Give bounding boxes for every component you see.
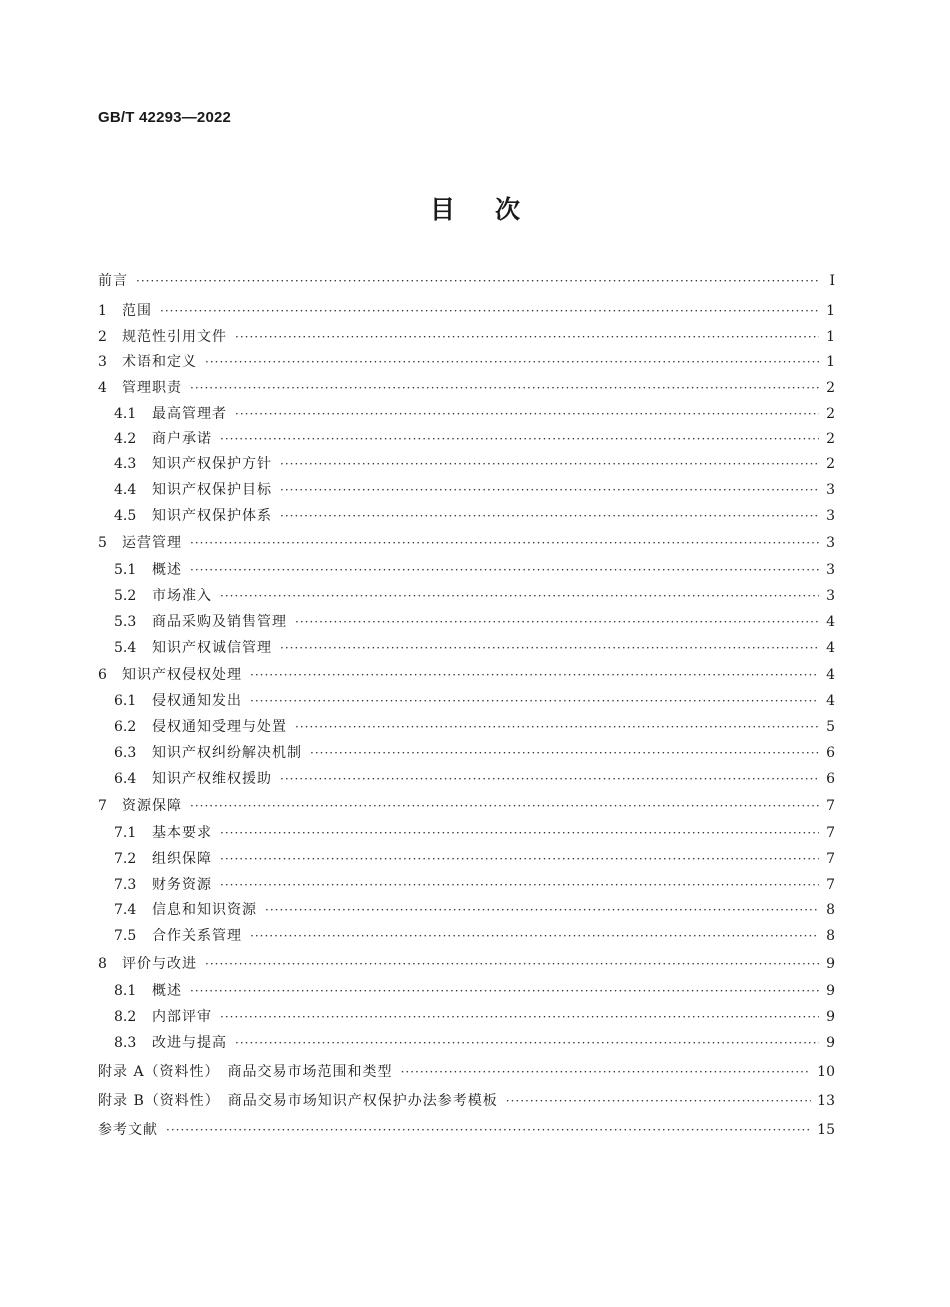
toc-entry-page: 9 (826, 956, 835, 972)
toc-entry-label: 知识产权保护目标 (152, 482, 272, 498)
toc-entry-page: 13 (817, 1093, 835, 1109)
toc-entry[interactable] (98, 982, 835, 1000)
toc-entry[interactable] (98, 1034, 835, 1052)
toc-dot-leader (280, 507, 819, 525)
toc-dot-leader (235, 1034, 819, 1052)
toc-entry-number: 4.1 (114, 406, 137, 422)
toc-entry-label: 最高管理者 (152, 406, 227, 422)
toc-entry-number: 6.3 (114, 745, 137, 761)
toc-entry[interactable] (98, 744, 835, 762)
toc-entry-number: 6.4 (114, 771, 137, 787)
toc-dot-leader (190, 561, 819, 579)
toc-entry-page: 9 (826, 983, 835, 999)
toc-dot-leader (160, 302, 819, 320)
toc-entry-page: 3 (826, 562, 835, 578)
toc-entry-page: 3 (826, 482, 835, 498)
toc-entry-page: 4 (826, 667, 835, 683)
toc-entry-page: 10 (817, 1064, 835, 1080)
toc-entry-number: 4.2 (114, 431, 137, 447)
toc-entry-label: 规范性引用文件 (122, 329, 227, 345)
toc-dot-leader (166, 1121, 811, 1139)
toc-entry-label: 合作关系管理 (152, 928, 242, 944)
toc-dot-leader (280, 770, 819, 788)
toc-entry-number: 5.1 (114, 562, 137, 578)
toc-entry-page: 4 (826, 693, 835, 709)
toc-entry-page: 5 (826, 719, 835, 735)
toc-entry[interactable] (98, 272, 835, 290)
toc-entry-page: I (829, 273, 835, 289)
toc-entry-label: 管理职责 (122, 380, 182, 396)
toc-entry-label: 知识产权保护方针 (152, 456, 272, 472)
toc-entry[interactable] (98, 302, 835, 320)
toc-entry[interactable] (98, 455, 835, 473)
toc-entry-label: 知识产权保护体系 (152, 508, 272, 524)
toc-dot-leader (295, 613, 819, 631)
toc-dot-leader (220, 824, 819, 842)
toc-entry-page: 3 (826, 508, 835, 524)
toc-entry[interactable] (98, 639, 835, 657)
toc-entry-label: 概述 (152, 983, 182, 999)
toc-entry-label: 概述 (152, 562, 182, 578)
toc-entry-number: 4 (98, 380, 107, 396)
toc-entry-label: 参考文献 (98, 1122, 158, 1138)
toc-dot-leader (220, 850, 819, 868)
page-title: 目次 (429, 195, 560, 224)
toc-entry-label: 知识产权纠纷解决机制 (152, 745, 302, 761)
toc-entry-label: 运营管理 (122, 535, 182, 551)
toc-entry-page: 2 (826, 380, 835, 396)
toc-entry-number: 4.3 (114, 456, 137, 472)
toc-entry-number: 7.5 (114, 928, 137, 944)
toc-entry-number: 8 (98, 956, 107, 972)
toc-entry[interactable] (98, 692, 835, 710)
toc-dot-leader (205, 353, 819, 371)
toc-entry-label: 知识产权诚信管理 (152, 640, 272, 656)
toc-entry[interactable] (98, 927, 835, 945)
toc-entry-number: 6 (98, 667, 107, 683)
toc-entry-page: 2 (826, 431, 835, 447)
toc-dot-leader (190, 797, 819, 815)
toc-entry-label: 知识产权侵权处理 (122, 667, 242, 683)
toc-dot-leader (220, 876, 819, 894)
toc-entry-number: 8.1 (114, 983, 137, 999)
toc-dot-leader (136, 272, 819, 290)
toc-entry-page: 3 (826, 535, 835, 551)
toc-entry-page: 3 (826, 588, 835, 604)
toc-entry-page: 7 (826, 825, 835, 841)
toc-entry-label: 基本要求 (152, 825, 212, 841)
toc-entry-number: 5.3 (114, 614, 137, 630)
toc-entry-page: 9 (826, 1009, 835, 1025)
toc-entry-page: 4 (826, 614, 835, 630)
toc-entry-number: 6.2 (114, 719, 137, 735)
toc-entry-label: 资源保障 (122, 798, 182, 814)
toc-dot-leader (220, 587, 819, 605)
toc-dot-leader (280, 481, 819, 499)
toc-entry[interactable] (98, 770, 835, 788)
toc-entry[interactable] (98, 850, 835, 868)
standard-code: GB/T 42293—2022 (98, 109, 232, 126)
toc-entry[interactable] (98, 718, 835, 736)
toc-entry[interactable] (98, 1092, 835, 1110)
toc-entry-number: 5.4 (114, 640, 137, 656)
toc-entry-label: 术语和定义 (122, 354, 197, 370)
toc-entry-label: 前言 (98, 273, 128, 289)
toc-entry-number: 5 (98, 535, 107, 551)
toc-dot-leader (250, 692, 819, 710)
toc-entry-number: 7.4 (114, 902, 137, 918)
toc-dot-leader (190, 379, 819, 397)
toc-entry-number: 7.3 (114, 877, 137, 893)
toc-entry[interactable] (98, 328, 835, 346)
toc-entry-number: 2 (98, 329, 107, 345)
toc-entry-label: 财务资源 (152, 877, 212, 893)
toc-entry[interactable] (98, 1121, 835, 1139)
toc-entry-page: 1 (826, 329, 835, 345)
toc-entry[interactable] (98, 353, 835, 371)
toc-entry[interactable] (98, 430, 835, 448)
toc-entry-label: 市场准入 (152, 588, 212, 604)
toc-entry[interactable] (98, 587, 835, 605)
toc-entry-label: 商品采购及销售管理 (152, 614, 287, 630)
toc-dot-leader (280, 639, 819, 657)
toc-entry[interactable] (98, 955, 835, 973)
toc-dot-leader (401, 1063, 812, 1081)
toc-entry-label: 组织保障 (152, 851, 212, 867)
toc-entry-label: 改进与提高 (152, 1035, 227, 1051)
toc-entry[interactable] (98, 481, 835, 499)
toc-entry-label: 商户承诺 (152, 431, 212, 447)
toc-entry[interactable] (98, 534, 835, 552)
toc-entry-label: 侵权通知发出 (152, 693, 242, 709)
toc-entry[interactable] (98, 1008, 835, 1026)
toc-entry-label: 侵权通知受理与处置 (152, 719, 287, 735)
toc-entry[interactable] (98, 613, 835, 631)
toc-entry-label: 附录 B（资料性） 商品交易市场知识产权保护办法参考模板 (98, 1093, 498, 1109)
toc-entry-page: 2 (826, 456, 835, 472)
toc-dot-leader (310, 744, 819, 762)
toc-entry-label: 评价与改进 (122, 956, 197, 972)
toc-entry-number: 4.5 (114, 508, 137, 524)
toc-entry[interactable] (98, 824, 835, 842)
toc-entry-page: 6 (826, 771, 835, 787)
toc-entry-number: 3 (98, 354, 107, 370)
toc-entry-page: 6 (826, 745, 835, 761)
toc-entry[interactable] (98, 561, 835, 579)
toc-dot-leader (235, 328, 819, 346)
toc-entry-number: 7 (98, 798, 107, 814)
toc-entry-number: 7.2 (114, 851, 137, 867)
toc-entry-page: 8 (826, 902, 835, 918)
toc-entry-page: 7 (826, 851, 835, 867)
toc-entry-label: 知识产权维权援助 (152, 771, 272, 787)
toc-entry-number: 7.1 (114, 825, 137, 841)
toc-dot-leader (280, 455, 819, 473)
toc-dot-leader (250, 927, 819, 945)
toc-dot-leader (295, 718, 819, 736)
toc-entry[interactable] (98, 666, 835, 684)
toc-entry[interactable] (98, 405, 835, 423)
toc-entry[interactable] (98, 1063, 835, 1081)
toc-entry-page: 15 (817, 1122, 835, 1138)
toc-entry-page: 7 (826, 798, 835, 814)
toc-dot-leader (190, 982, 819, 1000)
toc-entry[interactable] (98, 507, 835, 525)
toc-entry-page: 9 (826, 1035, 835, 1051)
toc-dot-leader (506, 1092, 811, 1110)
toc-entry-label: 范围 (122, 303, 152, 319)
toc-entry-page: 7 (826, 877, 835, 893)
toc-entry-number: 4.4 (114, 482, 137, 498)
toc-entry-number: 5.2 (114, 588, 137, 604)
toc-dot-leader (205, 955, 819, 973)
toc-entry[interactable] (98, 797, 835, 815)
toc-dot-leader (265, 901, 819, 919)
toc-entry-page: 4 (826, 640, 835, 656)
toc-dot-leader (220, 1008, 819, 1026)
toc-entry[interactable] (98, 876, 835, 894)
toc-entry-label: 信息和知识资源 (152, 902, 257, 918)
toc-entry[interactable] (98, 379, 835, 397)
toc-entry-page: 8 (826, 928, 835, 944)
toc-entry-number: 6.1 (114, 693, 137, 709)
toc-dot-leader (220, 430, 819, 448)
toc-entry-page: 1 (826, 303, 835, 319)
toc-dot-leader (250, 666, 819, 684)
toc-dot-leader (235, 405, 819, 423)
toc-entry-number: 8.2 (114, 1009, 137, 1025)
toc-entry[interactable] (98, 901, 835, 919)
toc-entry-page: 1 (826, 354, 835, 370)
toc-entry-page: 2 (826, 406, 835, 422)
toc-entry-label: 内部评审 (152, 1009, 212, 1025)
toc-entry-number: 1 (98, 303, 107, 319)
toc-entry-label: 附录 A（资料性） 商品交易市场范围和类型 (98, 1064, 393, 1080)
toc-entry-number: 8.3 (114, 1035, 137, 1051)
toc-dot-leader (190, 534, 819, 552)
